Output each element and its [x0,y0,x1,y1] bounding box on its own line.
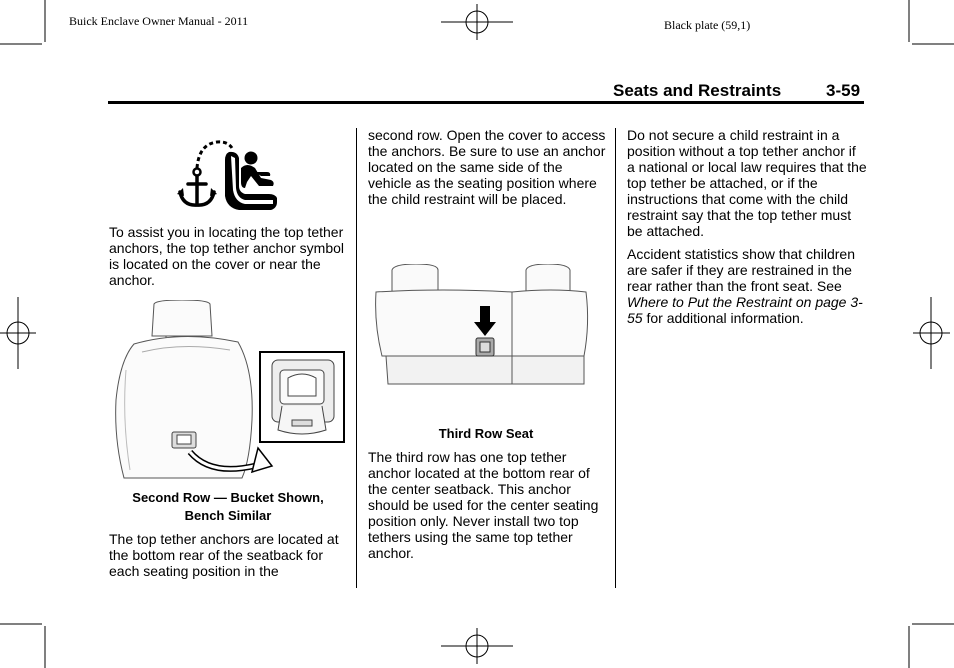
column-divider-2 [615,128,616,588]
top-tether-anchor-symbol [175,138,279,214]
cross-reference-link[interactable]: Where to Put the Restraint on page 3-55 [627,294,863,326]
column-divider-1 [356,128,357,588]
page-number: 3-59 [826,81,861,100]
col1-paragraph-2: The top tether anchors are located at the bottom rear of the seatback for each seating position in the [109,531,339,579]
col3-paragraph-2 [627,246,867,326]
second-row-seat-illustration [112,300,346,480]
col2-paragraph-1: second row. Open the cover to access the anchors. Be sure to use an anchor located on the same side of the vehicle as the seating position where the child restraint will be placed. [368,127,606,207]
col3-paragraph-1: Do not secure a child restraint in a position without a top tether anchor if a national or local law requires that the top tether be attached, or if the instructions that come with the child restraint say that the top tether must be attached. [627,127,867,239]
col1-caption-line-2: Bench Similar [184,508,272,523]
col1-paragraph-1: To assist you in locating the top tether anchors, the top tether anchor symbol is located on the cover or near the anchor. [109,224,345,288]
third-row-seat-illustration [372,264,592,392]
col3-paragraph-2-start: Accident statistics show that children are safer if they are restrained in the rear rather than the front seat. See [627,246,855,294]
header-rule [108,101,864,104]
col2-caption: Third Row Seat [438,426,534,441]
section-title: Seats and Restraints [613,81,782,100]
col2-paragraph-2: The third row has one top tether anchor located at the bottom rear of the center seatback. This anchor should be used for the center seating position only. Never install two top tethers using the same top tether anchor. [368,449,599,561]
plate-label: Black plate (59,1) [664,18,751,32]
manual-title: Buick Enclave Owner Manual - 2011 [69,14,249,28]
col1-caption-line-1: Second Row — Bucket Shown, [132,490,324,505]
col3-paragraph-2-end: for additional information. [642,310,804,326]
